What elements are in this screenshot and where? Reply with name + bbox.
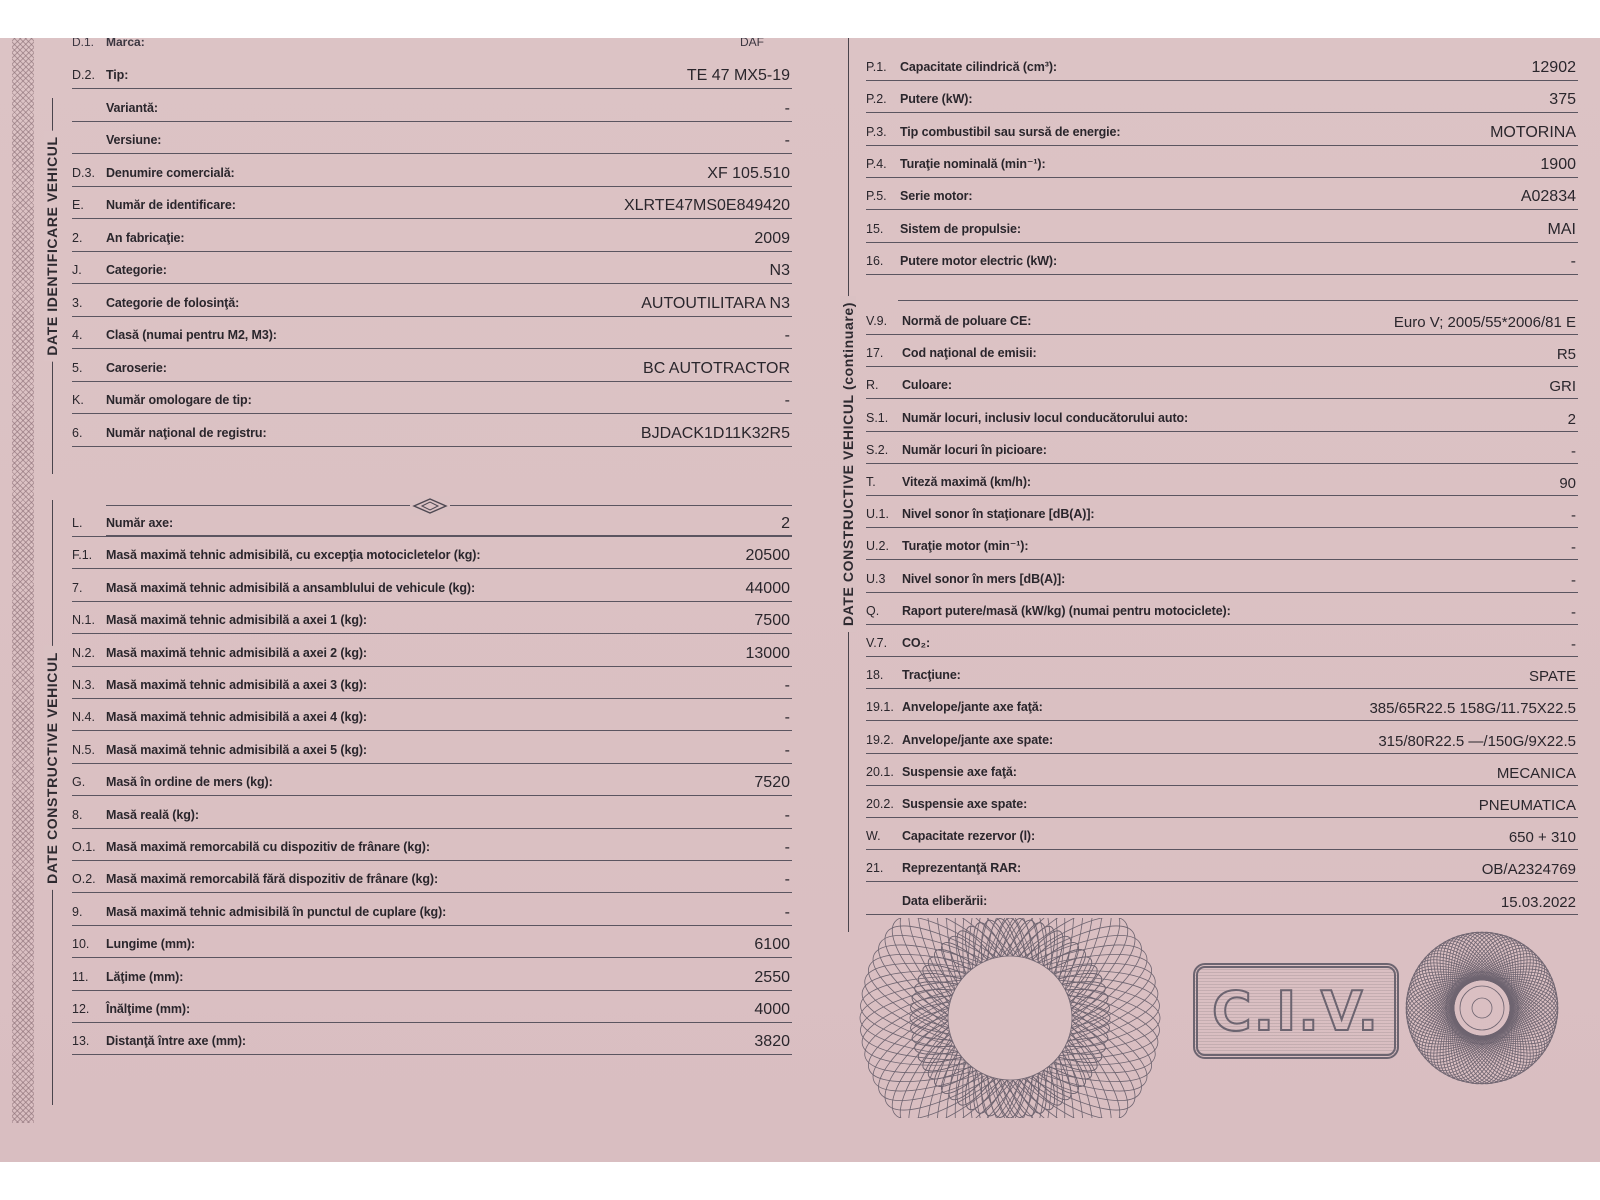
right-gap-line: [898, 300, 1578, 301]
field-code: R.: [866, 378, 879, 393]
field-value: 7520: [754, 774, 790, 792]
field-row: [72, 634, 792, 667]
field-row: [72, 958, 792, 991]
field-row: [866, 592, 1578, 625]
field-value: 3820: [754, 1033, 790, 1051]
field-code: U.1.: [866, 507, 889, 522]
field-value: MAI: [1547, 220, 1576, 238]
field-label: Nivel sonor în mers [dB(A)]:: [902, 571, 1066, 586]
field-row: [72, 56, 792, 89]
field-code: N.1.: [72, 613, 95, 628]
security-pattern-border: [12, 38, 34, 1123]
field-label: Capacitate rezervor (l):: [902, 829, 1036, 844]
field-value: -: [1570, 252, 1576, 270]
field-value: -: [784, 903, 790, 921]
field-label: Sistem de propulsie:: [900, 221, 1021, 236]
field-code: W.: [866, 829, 881, 844]
field-code: 10.: [72, 937, 90, 952]
field-row: [72, 284, 792, 317]
field-code: S.2.: [866, 442, 889, 457]
field-label: Tracţiune:: [902, 668, 961, 683]
field-label: CO₂:: [902, 636, 931, 650]
field-code: S.1.: [866, 410, 889, 425]
field-label: Culoare:: [902, 378, 952, 393]
field-row: [866, 366, 1578, 399]
field-value: -: [784, 839, 790, 856]
field-label: Masă maximă tehnic admisibilă în punctul de cuplare (kg):: [106, 904, 447, 919]
field-code: P.3.: [866, 124, 887, 139]
field-value: BJDACK1D11K32R5: [640, 424, 790, 442]
field-row: [866, 399, 1578, 432]
field-label: Suspensie axe faţă:: [902, 764, 1017, 779]
field-label: Capacitate cilindrică (cm³):: [900, 60, 1057, 74]
field-code: U.2.: [866, 539, 889, 554]
field-value: 7500: [754, 612, 790, 630]
field-label: Masă maximă tehnic admisibilă a axei 4 (kg):: [106, 710, 367, 725]
field-label: Turaţie motor (min⁻¹):: [902, 539, 1029, 554]
field-value: 385/65R22.5 158G/11.75X22.5: [1369, 700, 1576, 718]
field-row: [866, 80, 1578, 113]
field-row: [866, 817, 1578, 850]
field-code: 20.1.: [866, 764, 894, 779]
field-label: Turaţie nominală (min⁻¹):: [900, 156, 1046, 171]
field-label: Reprezentanţă RAR:: [902, 861, 1022, 876]
field-label: Anvelope/jante axe faţă:: [902, 700, 1043, 715]
field-label: Tip:: [106, 68, 129, 82]
field-label: Distanţă între axe (mm):: [106, 1034, 246, 1049]
field-code: 4.: [72, 328, 83, 342]
field-row: [866, 177, 1578, 210]
field-row: [866, 242, 1578, 275]
field-label: Număr locuri în picioare:: [902, 442, 1047, 457]
field-code: N.3.: [72, 678, 95, 692]
field-label: Masă maximă remorcabilă cu dispozitiv de frânare (kg):: [106, 840, 430, 854]
cut-row-label: Marca:: [106, 38, 145, 49]
field-row: [866, 431, 1578, 464]
field-label: Masă maximă tehnic admisibilă a axei 3 (kg):: [106, 678, 367, 692]
field-row: [866, 210, 1578, 243]
field-code: 13.: [72, 1034, 90, 1049]
field-code: Q.: [866, 603, 880, 618]
field-code: 11.: [72, 969, 89, 984]
field-code: U.3: [866, 571, 886, 586]
field-label: Masă maximă tehnic admisibilă a ansamblului de vehicule (kg):: [106, 580, 476, 595]
field-row: [866, 113, 1578, 146]
field-code: 9.: [72, 904, 83, 919]
field-label: Serie motor:: [900, 189, 973, 204]
field-row: [866, 753, 1578, 786]
field-value: -: [784, 99, 790, 117]
section-label-construction: DATE CONSTRUCTIVE VEHICUL: [44, 646, 60, 890]
field-code: P.4.: [866, 156, 887, 171]
field-label: Număr locuri, inclusiv locul conducătorului auto:: [902, 410, 1189, 425]
field-value: -: [784, 741, 790, 759]
field-row: [72, 504, 792, 537]
field-label: Nivel sonor în staţionare [dB(A)]:: [902, 507, 1095, 522]
field-label: Data eliberării:: [902, 893, 988, 908]
field-value: -: [784, 677, 790, 694]
field-value: -: [784, 806, 790, 824]
field-row: [866, 495, 1578, 528]
field-label: Categorie:: [106, 263, 167, 277]
field-label: Caroserie:: [106, 360, 167, 375]
field-value: XF 105.510: [707, 164, 790, 182]
field-row: [72, 569, 792, 602]
field-value: AUTOUTILITARA N3: [641, 294, 790, 312]
field-label: Lăţime (mm):: [106, 969, 184, 984]
field-row: [72, 414, 792, 447]
civ-emblem-text: C.I.V.: [1211, 979, 1381, 1043]
field-code: N.4.: [72, 710, 95, 725]
field-code: P.1.: [866, 60, 887, 74]
field-row: [72, 536, 792, 569]
field-value: 315/80R22.5 —/150G/9X22.5: [1378, 732, 1576, 750]
field-value: -: [1571, 603, 1576, 621]
field-code: K.: [72, 393, 84, 407]
field-row: [866, 48, 1578, 81]
cut-row-code: D.1.: [72, 38, 95, 49]
field-row: [72, 925, 792, 958]
field-value: 20500: [745, 547, 790, 565]
field-code: 5.: [72, 360, 83, 375]
field-row: [866, 882, 1578, 915]
field-label: Normă de poluare CE:: [902, 314, 1032, 328]
field-value: 650 + 310: [1508, 829, 1576, 847]
field-value: 375: [1549, 91, 1576, 109]
field-value: GRI: [1549, 378, 1576, 396]
cut-row-value: DAF: [740, 38, 764, 49]
field-code: 8.: [72, 807, 83, 822]
field-code: D.2.: [72, 68, 95, 82]
field-value: -: [784, 132, 790, 149]
document-sheet: [0, 38, 1600, 1162]
field-value: -: [1571, 636, 1576, 653]
field-label: Masă reală (kg):: [106, 807, 199, 822]
field-label: Tip combustibil sau sursă de energie:: [900, 124, 1121, 139]
field-value: SPATE: [1529, 668, 1576, 686]
field-value: XLRTE47MS0E849420: [623, 197, 790, 214]
field-label: Lungime (mm):: [106, 937, 195, 952]
field-label: Masă maximă tehnic admisibilă a axei 1 (kg):: [106, 613, 367, 628]
field-value: 2: [1567, 410, 1576, 428]
field-code: 20.2.: [866, 797, 894, 811]
field-row: [866, 145, 1578, 178]
field-label: Masă maximă tehnic admisibilă a axei 2 (kg):: [106, 645, 367, 660]
field-row: [72, 763, 792, 796]
field-label: Putere (kW):: [900, 92, 973, 107]
field-label: Raport putere/masă (kW/kg) (numai pentru motociclete):: [902, 603, 1231, 618]
field-label: Masă în ordine de mers (kg):: [106, 775, 273, 790]
field-value: Euro V; 2005/55*2006/81 E: [1393, 314, 1576, 331]
field-code: 19.1.: [866, 700, 894, 715]
field-value: R5: [1556, 346, 1576, 364]
field-row: [72, 316, 792, 349]
field-label: Înălţime (mm):: [106, 1002, 191, 1016]
section-label-identification: DATE IDENTIFICARE VEHICUL: [44, 130, 60, 361]
field-row: [866, 560, 1578, 593]
field-code: D.3.: [72, 165, 95, 180]
field-row: [72, 1022, 792, 1055]
field-value: 2550: [754, 968, 790, 986]
field-row: [866, 688, 1578, 721]
field-label: Versiune:: [106, 133, 162, 147]
field-code: E.: [72, 198, 84, 212]
field-label: Număr axe:: [106, 516, 174, 530]
field-value: -: [784, 709, 790, 727]
field-row: [866, 527, 1578, 560]
field-value: 15.03.2022: [1500, 893, 1576, 911]
field-row: [72, 893, 792, 926]
field-label: Denumire comercială:: [106, 165, 235, 180]
field-code: G.: [72, 775, 86, 790]
guilloche-seal-right-icon: [1402, 928, 1562, 1088]
field-label: Variantă:: [106, 100, 158, 115]
field-label: Număr omologare de tip:: [106, 393, 252, 407]
field-value: 13000: [745, 644, 790, 662]
field-code: 15.: [866, 221, 884, 236]
field-row: [72, 121, 792, 154]
section-label-construction-continued: DATE CONSTRUCTIVE VEHICUL (continuare): [840, 296, 856, 632]
field-code: V.9.: [866, 314, 888, 328]
field-code: T.: [866, 475, 876, 489]
field-label: Cod naţional de emisii:: [902, 346, 1037, 361]
field-value: 6100: [754, 936, 790, 954]
field-label: Număr naţional de registru:: [106, 425, 267, 440]
field-value: N3: [769, 262, 790, 279]
field-code: 19.2.: [866, 732, 894, 747]
field-code: 12.: [72, 1002, 90, 1016]
field-row: [72, 990, 792, 1023]
field-label: Masă maximă remorcabilă fără dispozitiv de frânare (kg):: [106, 872, 439, 887]
field-value: 90: [1559, 475, 1576, 492]
field-value: MOTORINA: [1490, 123, 1576, 141]
field-value: OB/A2324769: [1481, 861, 1576, 879]
field-label: Putere motor electric (kW):: [900, 253, 1058, 268]
field-row: [72, 731, 792, 764]
field-code: O.2.: [72, 872, 96, 887]
field-label: Clasă (numai pentru M2, M3):: [106, 328, 277, 342]
field-value: -: [784, 392, 790, 409]
field-row: [866, 656, 1578, 689]
field-row: [866, 785, 1578, 818]
field-value: PNEUMATICA: [1478, 797, 1576, 814]
field-row: [72, 796, 792, 829]
field-code: 7.: [72, 580, 83, 595]
field-row: [72, 251, 792, 284]
field-label: An fabricaţie:: [106, 230, 185, 245]
field-value: 2009: [754, 229, 790, 247]
field-value: -: [1571, 539, 1576, 557]
field-row: [866, 334, 1578, 367]
field-row: [866, 302, 1578, 335]
field-code: P.5.: [866, 189, 887, 204]
field-value: A02834: [1520, 188, 1576, 206]
field-row: [72, 219, 792, 252]
field-label: Masă maximă tehnic admisibilă, cu excepţia motocicletelor (kg):: [106, 548, 481, 563]
field-value: 44000: [745, 579, 790, 597]
field-row: [866, 463, 1578, 496]
field-code: N.2.: [72, 645, 95, 660]
field-value: MECANICA: [1496, 764, 1576, 782]
field-label: Anvelope/jante axe spate:: [902, 732, 1054, 747]
field-value: TE 47 MX5-19: [686, 67, 790, 84]
field-value: -: [1571, 507, 1576, 525]
guilloche-seal-left-icon: [850, 918, 1170, 1118]
field-code: P.2.: [866, 92, 887, 107]
field-code: 21.: [866, 861, 884, 876]
field-row: [866, 721, 1578, 754]
field-label: Viteză maximă (km/h):: [902, 475, 1031, 489]
field-code: 6.: [72, 425, 83, 440]
field-value: -: [1571, 571, 1576, 589]
field-value: -: [784, 327, 790, 344]
field-label: Categorie de folosinţă:: [106, 295, 240, 310]
field-code: 2.: [72, 230, 83, 245]
field-code: J.: [72, 263, 82, 277]
field-row: [72, 666, 792, 699]
field-value: -: [784, 871, 790, 889]
field-value: -: [1571, 442, 1576, 460]
field-value: 12902: [1531, 59, 1576, 76]
field-value: 4000: [754, 1001, 790, 1018]
field-label: Număr de identificare:: [106, 198, 236, 212]
civ-emblem: [1193, 963, 1399, 1059]
field-row: [72, 381, 792, 414]
field-row: [72, 186, 792, 219]
field-code: 17.: [866, 346, 884, 361]
field-row: [72, 89, 792, 122]
field-code: O.1.: [72, 840, 96, 854]
field-code: V.7.: [866, 636, 888, 650]
field-label: Masă maximă tehnic admisibilă a axei 5 (kg):: [106, 742, 367, 757]
field-code: 3.: [72, 295, 83, 310]
field-row: [866, 624, 1578, 657]
field-value: 2: [781, 515, 790, 532]
field-label: Suspensie axe spate:: [902, 797, 1028, 811]
field-value: BC AUTOTRACTOR: [643, 359, 790, 377]
field-code: 18.: [866, 668, 884, 683]
field-row: [72, 601, 792, 634]
field-row: [72, 698, 792, 731]
field-row: [72, 154, 792, 187]
field-code: N.5.: [72, 742, 95, 757]
field-row: [72, 349, 792, 382]
field-code: F.1.: [72, 548, 93, 563]
field-row: [72, 860, 792, 893]
field-row: [72, 828, 792, 861]
field-row: [866, 849, 1578, 882]
field-code: 16.: [866, 253, 884, 268]
field-value: 1900: [1540, 155, 1576, 173]
field-code: L.: [72, 516, 83, 530]
